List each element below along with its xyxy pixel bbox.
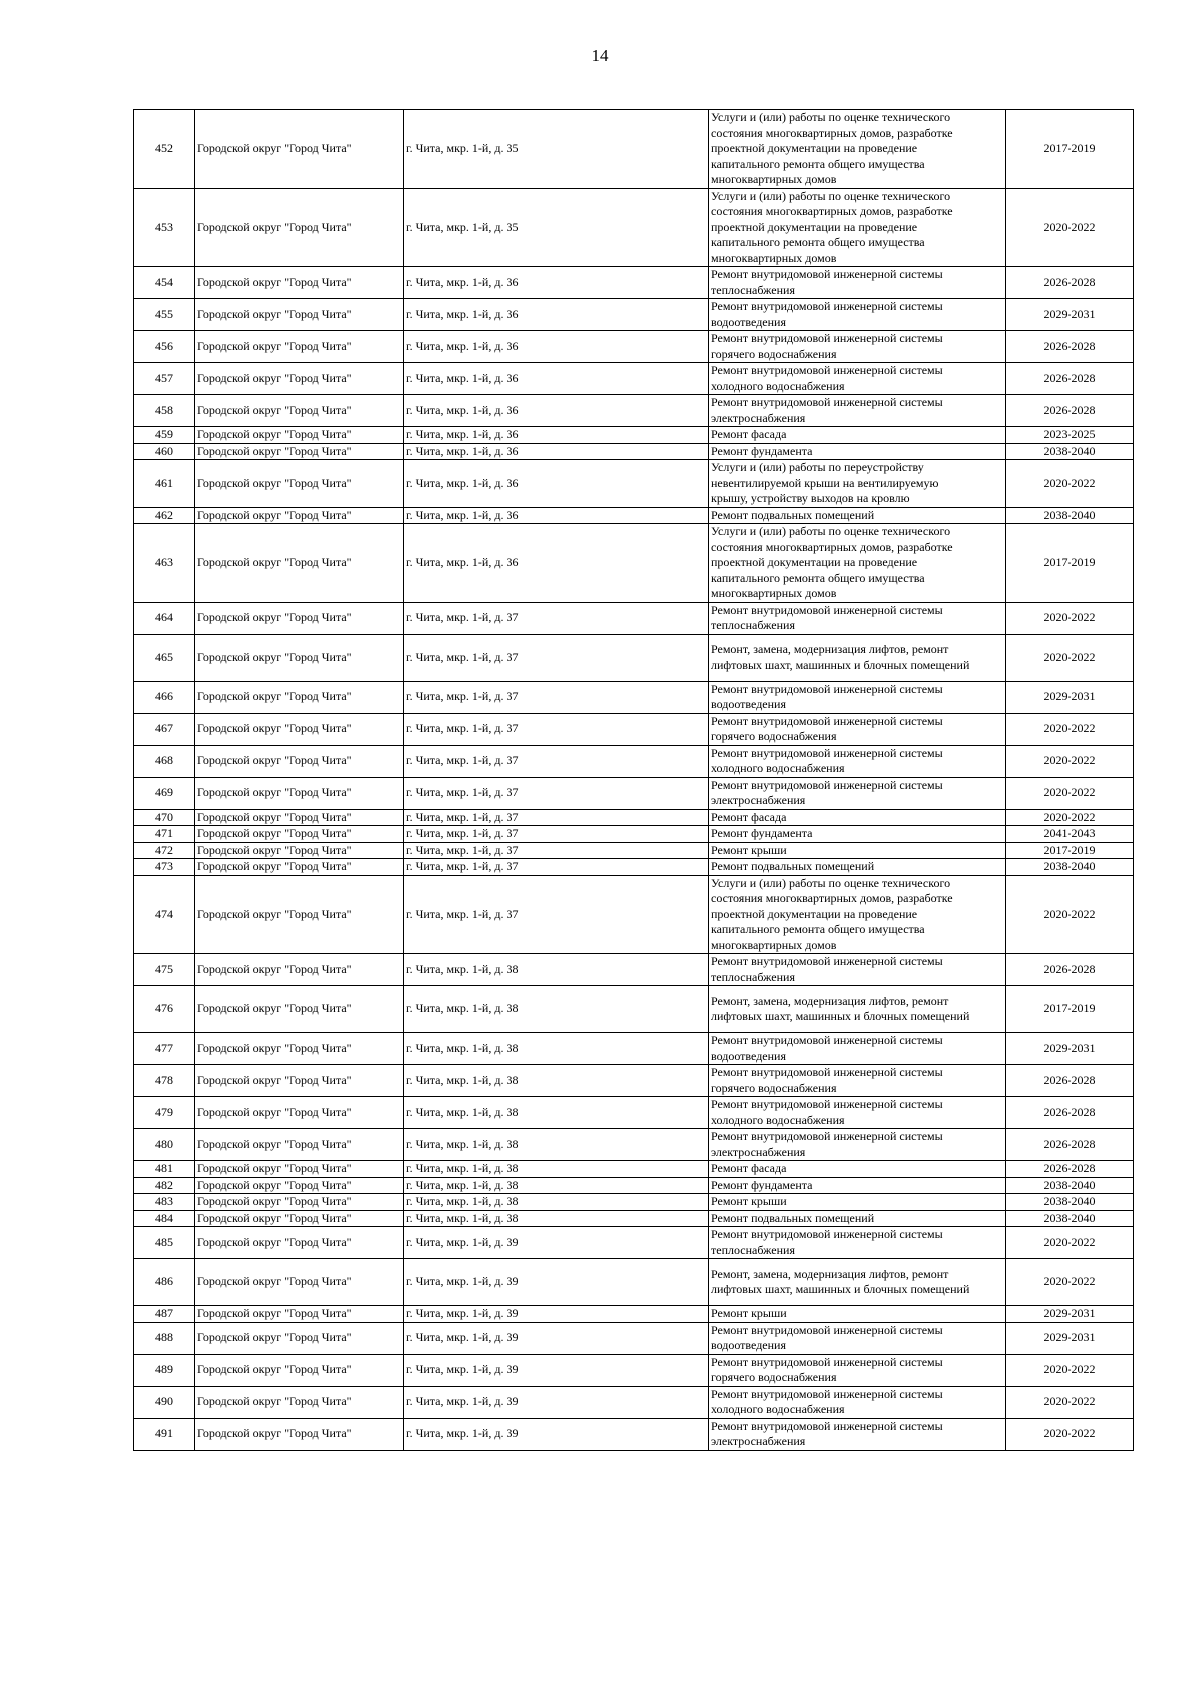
work-type-cell: Ремонт внутридомовой инженерной системы электроснабжения (709, 1129, 1006, 1161)
table-row (134, 1033, 1134, 1065)
row-number-cell: 463 (134, 524, 195, 603)
period-cell: 2026-2028 (1006, 1129, 1134, 1161)
address-cell: г. Чита, мкр. 1-й, д. 38 (404, 1210, 709, 1227)
period-cell: 2020-2022 (1006, 1386, 1134, 1418)
period-cell: 2029-2031 (1006, 299, 1134, 331)
address-cell: г. Чита, мкр. 1-й, д. 37 (404, 809, 709, 826)
municipality-cell: Городской округ "Город Чита" (195, 826, 404, 843)
work-type-cell: Ремонт внутридомовой инженерной системы водоотведения (709, 299, 1006, 331)
municipality-cell: Городской округ "Город Чита" (195, 986, 404, 1033)
table-row (134, 777, 1134, 809)
municipality-cell: Городской округ "Город Чита" (195, 1097, 404, 1129)
table-row (134, 427, 1134, 444)
table-row (134, 1097, 1134, 1129)
address-cell: г. Чита, мкр. 1-й, д. 38 (404, 1194, 709, 1211)
municipality-cell: Городской округ "Город Чита" (195, 188, 404, 267)
address-cell: г. Чита, мкр. 1-й, д. 35 (404, 188, 709, 267)
table-row (134, 986, 1134, 1033)
period-cell: 2020-2022 (1006, 602, 1134, 634)
municipality-cell: Городской округ "Город Чита" (195, 1065, 404, 1097)
period-cell: 2038-2040 (1006, 859, 1134, 876)
table-row (134, 267, 1134, 299)
table-row (134, 954, 1134, 986)
municipality-cell: Городской округ "Город Чита" (195, 809, 404, 826)
period-cell: 2026-2028 (1006, 395, 1134, 427)
table-row (134, 826, 1134, 843)
municipality-cell: Городской округ "Город Чита" (195, 1033, 404, 1065)
period-cell: 2020-2022 (1006, 1227, 1134, 1259)
table-row (134, 1129, 1134, 1161)
table-row (134, 681, 1134, 713)
table-row (134, 842, 1134, 859)
row-number-cell: 469 (134, 777, 195, 809)
municipality-cell: Городской округ "Город Чита" (195, 1322, 404, 1354)
municipality-cell: Городской округ "Город Чита" (195, 602, 404, 634)
address-cell: г. Чита, мкр. 1-й, д. 39 (404, 1322, 709, 1354)
work-type-cell: Ремонт внутридомовой инженерной системы холодного водоснабжения (709, 363, 1006, 395)
table-row (134, 460, 1134, 508)
address-cell: г. Чита, мкр. 1-й, д. 38 (404, 986, 709, 1033)
municipality-cell: Городской округ "Город Чита" (195, 1306, 404, 1323)
period-cell: 2020-2022 (1006, 1418, 1134, 1450)
address-cell: г. Чита, мкр. 1-й, д. 36 (404, 363, 709, 395)
municipality-cell: Городской округ "Город Чита" (195, 954, 404, 986)
address-cell: г. Чита, мкр. 1-й, д. 39 (404, 1354, 709, 1386)
table-row (134, 859, 1134, 876)
address-cell: г. Чита, мкр. 1-й, д. 37 (404, 842, 709, 859)
work-type-cell: Ремонт внутридомовой инженерной системы холодного водоснабжения (709, 1097, 1006, 1129)
work-type-cell: Ремонт фасада (709, 1161, 1006, 1178)
address-cell: г. Чита, мкр. 1-й, д. 36 (404, 427, 709, 444)
address-cell: г. Чита, мкр. 1-й, д. 37 (404, 745, 709, 777)
period-cell: 2026-2028 (1006, 1065, 1134, 1097)
table-row (134, 443, 1134, 460)
municipality-cell: Городской округ "Город Чита" (195, 681, 404, 713)
address-cell: г. Чита, мкр. 1-й, д. 39 (404, 1227, 709, 1259)
municipality-cell: Городской округ "Город Чита" (195, 427, 404, 444)
table-row (134, 1306, 1134, 1323)
municipality-cell: Городской округ "Город Чита" (195, 713, 404, 745)
period-cell: 2020-2022 (1006, 777, 1134, 809)
address-cell: г. Чита, мкр. 1-й, д. 36 (404, 299, 709, 331)
row-number-cell: 478 (134, 1065, 195, 1097)
row-number-cell: 473 (134, 859, 195, 876)
row-number-cell: 486 (134, 1259, 195, 1306)
row-number-cell: 471 (134, 826, 195, 843)
address-cell: г. Чита, мкр. 1-й, д. 36 (404, 443, 709, 460)
municipality-cell: Городской округ "Город Чита" (195, 1259, 404, 1306)
municipality-cell: Городской округ "Город Чита" (195, 1386, 404, 1418)
work-type-cell: Ремонт внутридомовой инженерной системы теплоснабжения (709, 602, 1006, 634)
address-cell: г. Чита, мкр. 1-й, д. 36 (404, 395, 709, 427)
work-type-cell: Ремонт крыши (709, 1306, 1006, 1323)
row-number-cell: 455 (134, 299, 195, 331)
municipality-cell: Городской округ "Город Чита" (195, 1129, 404, 1161)
work-type-cell: Ремонт, замена, модернизация лифтов, ремонт лифтовых шахт, машинных и блочных помещений (709, 986, 1006, 1033)
municipality-cell: Городской округ "Город Чита" (195, 299, 404, 331)
period-cell: 2017-2019 (1006, 110, 1134, 189)
period-cell: 2038-2040 (1006, 1210, 1134, 1227)
table-row (134, 1227, 1134, 1259)
row-number-cell: 481 (134, 1161, 195, 1178)
row-number-cell: 453 (134, 188, 195, 267)
row-number-cell: 491 (134, 1418, 195, 1450)
table-row (134, 1354, 1134, 1386)
row-number-cell: 452 (134, 110, 195, 189)
work-type-cell: Ремонт подвальных помещений (709, 859, 1006, 876)
row-number-cell: 485 (134, 1227, 195, 1259)
municipality-cell: Городской округ "Город Чита" (195, 842, 404, 859)
period-cell: 2020-2022 (1006, 460, 1134, 508)
table-row (134, 1194, 1134, 1211)
work-type-cell: Услуги и (или) работы по переустройству невентилируемой крыши на вентилируемую крышу, устройству выходов на кровлю (709, 460, 1006, 508)
row-number-cell: 487 (134, 1306, 195, 1323)
table-row (134, 809, 1134, 826)
period-cell: 2029-2031 (1006, 1033, 1134, 1065)
municipality-cell: Городской округ "Город Чита" (195, 507, 404, 524)
table-row (134, 1322, 1134, 1354)
row-number-cell: 475 (134, 954, 195, 986)
work-type-cell: Ремонт подвальных помещений (709, 1210, 1006, 1227)
work-type-cell: Ремонт внутридомовой инженерной системы горячего водоснабжения (709, 331, 1006, 363)
table-row (134, 875, 1134, 954)
row-number-cell: 467 (134, 713, 195, 745)
row-number-cell: 462 (134, 507, 195, 524)
address-cell: г. Чита, мкр. 1-й, д. 37 (404, 713, 709, 745)
address-cell: г. Чита, мкр. 1-й, д. 36 (404, 331, 709, 363)
address-cell: г. Чита, мкр. 1-й, д. 38 (404, 1177, 709, 1194)
work-type-cell: Ремонт, замена, модернизация лифтов, ремонт лифтовых шахт, машинных и блочных помещений (709, 634, 1006, 681)
work-type-cell: Ремонт внутридомовой инженерной системы электроснабжения (709, 777, 1006, 809)
address-cell: г. Чита, мкр. 1-й, д. 36 (404, 267, 709, 299)
municipality-cell: Городской округ "Город Чита" (195, 443, 404, 460)
page-number: 14 (591, 46, 609, 65)
table-row (134, 1177, 1134, 1194)
table-row (134, 395, 1134, 427)
period-cell: 2020-2022 (1006, 745, 1134, 777)
work-type-cell: Ремонт внутридомовой инженерной системы водоотведения (709, 1322, 1006, 1354)
address-cell: г. Чита, мкр. 1-й, д. 36 (404, 524, 709, 603)
municipality-cell: Городской округ "Город Чита" (195, 1210, 404, 1227)
row-number-cell: 456 (134, 331, 195, 363)
municipality-cell: Городской округ "Город Чита" (195, 110, 404, 189)
municipality-cell: Городской округ "Город Чита" (195, 875, 404, 954)
address-cell: г. Чита, мкр. 1-й, д. 37 (404, 634, 709, 681)
row-number-cell: 454 (134, 267, 195, 299)
table-row (134, 507, 1134, 524)
work-type-cell: Ремонт внутридомовой инженерной системы холодного водоснабжения (709, 745, 1006, 777)
address-cell: г. Чита, мкр. 1-й, д. 38 (404, 954, 709, 986)
period-cell: 2026-2028 (1006, 363, 1134, 395)
table-row (134, 634, 1134, 681)
row-number-cell: 459 (134, 427, 195, 444)
row-number-cell: 489 (134, 1354, 195, 1386)
work-type-cell: Ремонт внутридомовой инженерной системы электроснабжения (709, 395, 1006, 427)
period-cell: 2029-2031 (1006, 1306, 1134, 1323)
period-cell: 2017-2019 (1006, 842, 1134, 859)
work-type-cell: Ремонт фасада (709, 809, 1006, 826)
period-cell: 2026-2028 (1006, 1097, 1134, 1129)
municipality-cell: Городской округ "Город Чита" (195, 524, 404, 603)
address-cell: г. Чита, мкр. 1-й, д. 39 (404, 1259, 709, 1306)
period-cell: 2029-2031 (1006, 681, 1134, 713)
work-type-cell: Ремонт фундамента (709, 1177, 1006, 1194)
municipality-cell: Городской округ "Город Чита" (195, 634, 404, 681)
period-cell: 2020-2022 (1006, 713, 1134, 745)
row-number-cell: 480 (134, 1129, 195, 1161)
row-number-cell: 460 (134, 443, 195, 460)
period-cell: 2020-2022 (1006, 634, 1134, 681)
row-number-cell: 457 (134, 363, 195, 395)
table-row (134, 1210, 1134, 1227)
table-row (134, 363, 1134, 395)
row-number-cell: 484 (134, 1210, 195, 1227)
row-number-cell: 465 (134, 634, 195, 681)
address-cell: г. Чита, мкр. 1-й, д. 37 (404, 859, 709, 876)
period-cell: 2020-2022 (1006, 188, 1134, 267)
address-cell: г. Чита, мкр. 1-й, д. 38 (404, 1129, 709, 1161)
work-type-cell: Ремонт внутридомовой инженерной системы теплоснабжения (709, 1227, 1006, 1259)
municipality-cell: Городской округ "Город Чита" (195, 1227, 404, 1259)
table-row (134, 1065, 1134, 1097)
work-type-cell: Ремонт внутридомовой инженерной системы водоотведения (709, 1033, 1006, 1065)
table-row (134, 745, 1134, 777)
municipality-cell: Городской округ "Город Чита" (195, 777, 404, 809)
address-cell: г. Чита, мкр. 1-й, д. 38 (404, 1065, 709, 1097)
municipality-cell: Городской округ "Город Чита" (195, 1194, 404, 1211)
work-type-cell: Ремонт внутридомовой инженерной системы водоотведения (709, 681, 1006, 713)
period-cell: 2026-2028 (1006, 1161, 1134, 1178)
period-cell: 2020-2022 (1006, 875, 1134, 954)
period-cell: 2020-2022 (1006, 1354, 1134, 1386)
row-number-cell: 458 (134, 395, 195, 427)
row-number-cell: 461 (134, 460, 195, 508)
municipality-cell: Городской округ "Город Чита" (195, 363, 404, 395)
row-number-cell: 474 (134, 875, 195, 954)
work-type-cell: Ремонт фундамента (709, 443, 1006, 460)
work-type-cell: Ремонт крыши (709, 1194, 1006, 1211)
table-row (134, 713, 1134, 745)
table-row (134, 188, 1134, 267)
municipality-cell: Городской округ "Город Чита" (195, 1418, 404, 1450)
row-number-cell: 490 (134, 1386, 195, 1418)
table-row (134, 110, 1134, 189)
work-type-cell: Услуги и (или) работы по оценке технического состояния многоквартирных домов, разработке проектной документации на проведение капитального ремонта общего имущества многоквартирных домов (709, 110, 1006, 189)
period-cell: 2020-2022 (1006, 1259, 1134, 1306)
work-type-cell: Ремонт внутридомовой инженерной системы горячего водоснабжения (709, 1065, 1006, 1097)
address-cell: г. Чита, мкр. 1-й, д. 37 (404, 875, 709, 954)
period-cell: 2026-2028 (1006, 267, 1134, 299)
work-type-cell: Ремонт внутридомовой инженерной системы холодного водоснабжения (709, 1386, 1006, 1418)
work-type-cell: Ремонт внутридомовой инженерной системы электроснабжения (709, 1418, 1006, 1450)
address-cell: г. Чита, мкр. 1-й, д. 36 (404, 460, 709, 508)
work-type-cell: Ремонт фундамента (709, 826, 1006, 843)
address-cell: г. Чита, мкр. 1-й, д. 38 (404, 1161, 709, 1178)
address-cell: г. Чита, мкр. 1-й, д. 38 (404, 1033, 709, 1065)
row-number-cell: 483 (134, 1194, 195, 1211)
municipality-cell: Городской округ "Город Чита" (195, 1354, 404, 1386)
municipality-cell: Городской округ "Город Чита" (195, 745, 404, 777)
municipality-cell: Городской округ "Город Чита" (195, 1177, 404, 1194)
address-cell: г. Чита, мкр. 1-й, д. 37 (404, 681, 709, 713)
row-number-cell: 482 (134, 1177, 195, 1194)
period-cell: 2038-2040 (1006, 1194, 1134, 1211)
table-row (134, 331, 1134, 363)
address-cell: г. Чита, мкр. 1-й, д. 38 (404, 1097, 709, 1129)
address-cell: г. Чита, мкр. 1-й, д. 37 (404, 602, 709, 634)
table-row (134, 602, 1134, 634)
row-number-cell: 477 (134, 1033, 195, 1065)
address-cell: г. Чита, мкр. 1-й, д. 39 (404, 1418, 709, 1450)
row-number-cell: 488 (134, 1322, 195, 1354)
row-number-cell: 464 (134, 602, 195, 634)
address-cell: г. Чита, мкр. 1-й, д. 39 (404, 1386, 709, 1418)
work-type-cell: Ремонт фасада (709, 427, 1006, 444)
row-number-cell: 466 (134, 681, 195, 713)
address-cell: г. Чита, мкр. 1-й, д. 37 (404, 777, 709, 809)
table-row (134, 299, 1134, 331)
row-number-cell: 476 (134, 986, 195, 1033)
period-cell: 2041-2043 (1006, 826, 1134, 843)
row-number-cell: 479 (134, 1097, 195, 1129)
period-cell: 2038-2040 (1006, 443, 1134, 460)
address-cell: г. Чита, мкр. 1-й, д. 36 (404, 507, 709, 524)
work-type-cell: Услуги и (или) работы по оценке технического состояния многоквартирных домов, разработке проектной документации на проведение капитального ремонта общего имущества многоквартирных домов (709, 524, 1006, 603)
work-type-cell: Услуги и (или) работы по оценке технического состояния многоквартирных домов, разработке проектной документации на проведение капитального ремонта общего имущества многоквартирных домов (709, 188, 1006, 267)
period-cell: 2026-2028 (1006, 954, 1134, 986)
municipality-cell: Городской округ "Город Чита" (195, 267, 404, 299)
row-number-cell: 470 (134, 809, 195, 826)
table-row (134, 1418, 1134, 1450)
period-cell: 2038-2040 (1006, 1177, 1134, 1194)
period-cell: 2017-2019 (1006, 986, 1134, 1033)
work-type-cell: Ремонт подвальных помещений (709, 507, 1006, 524)
work-type-cell: Ремонт внутридомовой инженерной системы теплоснабжения (709, 267, 1006, 299)
table-row (134, 1259, 1134, 1306)
period-cell: 2023-2025 (1006, 427, 1134, 444)
address-cell: г. Чита, мкр. 1-й, д. 39 (404, 1306, 709, 1323)
address-cell: г. Чита, мкр. 1-й, д. 35 (404, 110, 709, 189)
municipality-cell: Городской округ "Город Чита" (195, 460, 404, 508)
municipality-cell: Городской округ "Город Чита" (195, 395, 404, 427)
work-type-cell: Ремонт, замена, модернизация лифтов, ремонт лифтовых шахт, машинных и блочных помещений (709, 1259, 1006, 1306)
period-cell: 2017-2019 (1006, 524, 1134, 603)
municipality-cell: Городской округ "Город Чита" (195, 1161, 404, 1178)
period-cell: 2026-2028 (1006, 331, 1134, 363)
repair-schedule-table (133, 109, 1134, 1451)
municipality-cell: Городской округ "Город Чита" (195, 331, 404, 363)
work-type-cell: Ремонт внутридомовой инженерной системы горячего водоснабжения (709, 1354, 1006, 1386)
table-row (134, 1386, 1134, 1418)
work-type-cell: Ремонт внутридомовой инженерной системы горячего водоснабжения (709, 713, 1006, 745)
period-cell: 2020-2022 (1006, 809, 1134, 826)
work-type-cell: Ремонт крыши (709, 842, 1006, 859)
address-cell: г. Чита, мкр. 1-й, д. 37 (404, 826, 709, 843)
table-body (134, 110, 1134, 1451)
work-type-cell: Услуги и (или) работы по оценке технического состояния многоквартирных домов, разработке проектной документации на проведение капитального ремонта общего имущества многоквартирных домов (709, 875, 1006, 954)
table-row (134, 524, 1134, 603)
period-cell: 2029-2031 (1006, 1322, 1134, 1354)
table-row (134, 1161, 1134, 1178)
period-cell: 2038-2040 (1006, 507, 1134, 524)
row-number-cell: 468 (134, 745, 195, 777)
work-type-cell: Ремонт внутридомовой инженерной системы теплоснабжения (709, 954, 1006, 986)
row-number-cell: 472 (134, 842, 195, 859)
municipality-cell: Городской округ "Город Чита" (195, 859, 404, 876)
